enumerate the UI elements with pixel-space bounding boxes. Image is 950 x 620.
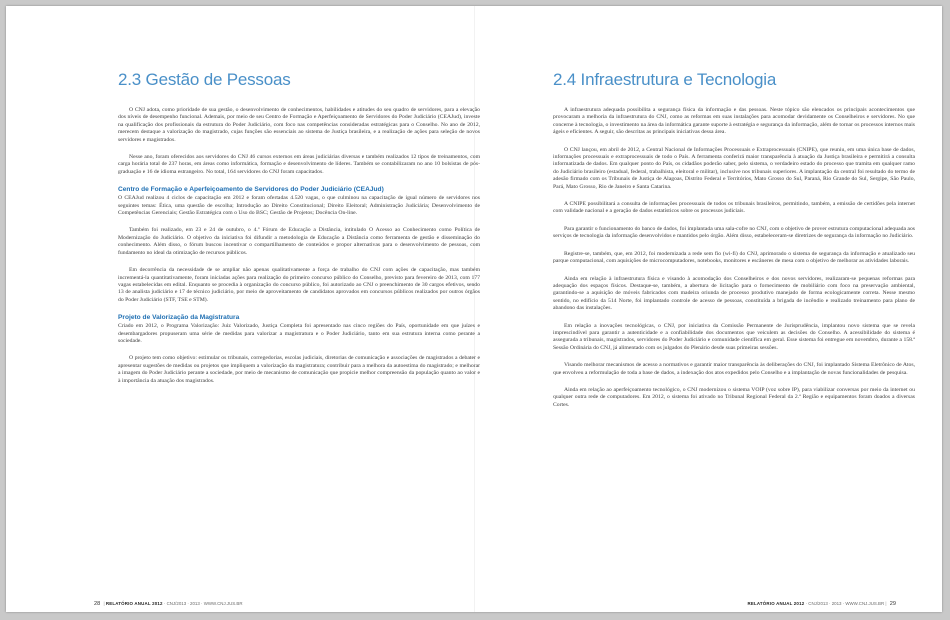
subheading-valorizacao-magistratura: Projeto de Valorização da Magistratura <box>118 314 240 322</box>
footer-separator: | <box>885 601 887 606</box>
paragraph: Nesse ano, foram oferecidos aos servidores do CNJ 46 cursos externos em áreas judiciárias diversas e também realizados 12 tipos de treinamentos, com carga horária total de 237 horas, em áreas como informática, formação e desenvolvimento de líderes. Também se contabilizaram no ano 10 bolsistas de pós-graduação e 16 de idioma estrangeiro. No total, 164 servidores do CNJ foram capacitados. <box>118 154 480 175</box>
section-title-infraestrutura-e-tecnologia: 2.4 Infraestrutura e Tecnologia <box>553 70 777 89</box>
paragraph: A infraestrutura adequada possibilita a segurança física da informação e das pessoas. Neste tópico são elencados os principais acontecimentos que provocaram a melhoria da infraestrutura do CNJ, como as reformas em suas instalações para acomodar devidamente os Conselheiros e servidores. No que concerne à tecnologia, o investimento na área da informática garante suporte à estratégia e segurança da informação, além de tornar os processos internos mais ágeis e eficientes. A seguir, são descritas as principais iniciativas dessa área. <box>553 107 915 136</box>
page-number: 29 <box>889 601 896 607</box>
report-name: RELATÓRIO ANUAL 2012 <box>747 601 805 606</box>
footer-meta: · CNJ/2013 · 2013 · WWW.CNJ.JUS.BR <box>163 601 243 606</box>
paragraph: Em relação a inovações tecnológicas, o CNJ, por iniciativa da Comissão Permanente de Jurisprudência, implantou novo sistema que se revela imprescindível para garantir a autenticidade e a confiabilidade dos documentos que veiculem as decisões do Conselho. A acessibilidade do sistema é assegurada a tribunais, magistrados, servidores do Poder Judiciário e comunidade científica em geral. Esse sistema foi entregue em novembro, durante a 158.ª Sessão Ordinária do CNJ, já alimentado com os julgados do Plenário desde suas primeiras sessões. <box>553 322 915 351</box>
paragraph: Em decorrência da necessidade de se ampliar não apenas qualitativamente a força de trabalho do CNJ com ações de capacitação, mas também incrementá-la quantitativamente, foram iniciadas ações para realização do primeiro concurso público do Conselho, previsto para fevereiro de 2013, com 177 vagas estabelecidas em edital. Enquanto se procedia à organização do concurso público, foi autorizado ao CNJ o preenchimento de 30 cargos efetivos, sendo 13 de analista judiciário e 17 de técnico judiciário, por meio de aproveitamento de candidatos aprovados em concursos públicos realizados por outros órgãos do Poder Judiciário (STF, TSE e STM). <box>118 267 480 303</box>
footer-meta: · CNJ/2013 · 2013 · WWW.CNJ.JUS.BR <box>805 601 885 606</box>
paragraph: Ainda em relação à infraestrutura física e visando à acomodação dos Conselheiros e dos novos servidores, realizaram-se pequenas reformas para adequação dos espaços físicos. Destaque-se, também, a abertura de licitação para o fornecimento de mobiliário com foco na preservação ambiental, garantindo-se a aquisição de móveis fabricados com madeira oriunda de processo produtivo manejado de forma ecologicamente correta. Nesse mesmo sentido, no edifício da 514 Norte, foi implantado controle de acesso de pessoas, constituída a brigada de incêndio e realizado treinamento para plano de abandono das instalações. <box>553 275 915 312</box>
left-column <box>118 69 480 395</box>
section-title-gestao-de-pessoas: 2.3 Gestão de Pessoas <box>118 70 291 89</box>
paragraph: O CNJ adota, como prioridade de sua gestão, o desenvolvimento de conhecimentos, habilidades e atitudes do seu quadro de servidores, para a elevação dos níveis de desempenho funcional. Ademais, por meio de seu Centro de Formação e Aperfeiçoamento de Servidores do Poder Judiciário (CEAJud), investe na qualificação dos profissionais da estrutura do Poder Judiciário, com foco nas competências consideradas estratégicas para o Conselho. No ano de 2012, merecem destaque a valorização do magistrado, cujas funções são essenciais ao sistema de Justiça brasileira, e a realização de ações para seleção de novos servidores e magistrados. <box>118 107 480 143</box>
paragraph: Para garantir o funcionamento do banco de dados, foi implantada uma sala-cofre no CNJ, com o objetivo de prover estrutura computacional adequada aos serviços de tecnologia da informação desenvolvidos e mantidos pelo órgão. Além disso, estabeleceram-se diretrizes de segurança da informação no Judiciário. <box>553 225 915 240</box>
left-page <box>6 6 480 612</box>
paragraph: O projeto tem como objetivo: estimular os tribunais, corregedorias, escolas judiciais, diretorias de comunicação e associações de magistrados a debater e apresentar sugestões de medidas ou projetos que impliquem a valorização da magistratura; contribuir para a melhora da autoestima do magistrado; e melhorar a imagem do Poder Judiciário perante a sociedade, por meio de mecanismo de comunicação que propicie melhor compreensão da população quanto ao valor e à importância da atuação dos magistrados. <box>118 355 480 384</box>
report-name: RELATÓRIO ANUAL 2012 <box>105 601 163 606</box>
right-column <box>553 69 915 419</box>
paragraph: O CNJ lançou, em abril de 2012, a Central Nacional de Informações Processuais e Extraprocessuais (CNIPE), que reuniu, em uma única base de dados, informações processuais e extraprocessuais de todo o País. A ferramenta conferirá maior transparência à atuação da Justiça brasileira e permitirá a consulta informatizada de dados. Em qualquer ponto do País, os cidadãos poderão saber, pelo sistema, o verdadeiro estado do processo que tramita em qualquer ramo do Judiciário brasileiro (estadual, federal, trabalhista, eleitoral e militar), inclusive nos tribunais superiores. A implantação da central foi resultado do termo de adesão firmado com os Tribunais de Justiça de Alagoas, Distrito Federal e Territórios, Mato Grosso do Sul, Paraná, Rio Grande do Sul, Sergipe, São Paulo, Pará, Mato Grosso, Rio de Janeiro e Santa Catarina. <box>553 146 915 190</box>
footer-separator: | <box>103 601 105 606</box>
right-page-footer <box>748 600 899 608</box>
paragraph: A CNIPE possibilitará a consulta de informações processuais de todos os tribunais brasileiros, permitindo, também, a emissão de certidões pela internet com validade nacional e a geração de dados estatísticos sobre os processos judiciais. <box>553 201 915 215</box>
paragraph: Também foi realizado, em 23 e 24 de outubro, o 4.º Fórum de Educação a Distância, intitulado O Acesso ao Conhecimento como Política de Modernização do Judiciário. O objetivo da iniciativa foi difundir a metodologia de Educação a Distância como ferramenta de gestão e disseminação do conhecimento. Além disso, o fórum buscou incentivar o compartilhamento de conteúdos e propor alternativas para o desenvolvimento de pessoas, com fundamento no ideal da otimização de recursos públicos. <box>118 227 480 256</box>
paragraph: O CEAJud realizou 4 ciclos de capacitação em 2012 e foram ofertadas 4.520 vagas, o que culminou na capacitação de igual número de servidores nos seguintes temas: Ética, uma questão de escolha; Introdução ao Direito Constitucional; Direito Eleitoral; Administração Judiciária; Desenvolvimento de Competências Gerenciais; Gestão Estratégica com o Uso do BSC; Gestão de Projetos; Docência On-line. <box>118 195 480 217</box>
right-page <box>474 6 942 612</box>
paragraph: Ainda em relação ao aperfeiçoamento tecnológico, o CNJ modernizou o sistema VOIP (voz sobre IP), para viabilizar conversas por meio da internet ou qualquer outra rede de computadores. Em 2012, o sistema foi ativado no Tribunal Regional Federal da 2.ª Região e equipamentos foram doados a diversas Cortes. <box>553 386 915 408</box>
paragraph: Criado em 2012, o Programa Valorização: Juiz Valorizado, Justiça Completa foi apresentado nas cinco regiões do País, oportunidade em que juízes e desembargadores propuseram uma série de medidas para valorizar a magistratura e o Poder Judiciário, tanto em sua estrutura interna como perante a sociedade. <box>118 323 480 344</box>
page-number: 28 <box>94 601 101 607</box>
subheading-ceajud: Centro de Formação e Aperfeiçoamento de Servidores do Poder Judiciário (CEAJud) <box>118 186 384 194</box>
document-spread <box>6 6 942 612</box>
paragraph: Visando melhorar mecanismos de acesso a normativos e garantir maior transparência às deliberações do CNJ, foi implantado Sistema Eletrônico de Atos, que envolveu a reformulação de toda a base de dados, a indexação dos atos expedidos pelo Conselho e a implantação de novas funcionalidades de pesquisa. <box>553 362 915 376</box>
paragraph: Registre-se, também, que, em 2012, foi modernizada a rede sem fio (wi-fi) do CNJ, aprimorado o sistema de segurança da informação e atualizado seu parque computacional, com aquisições de microcomputadores, notebooks, monitores e escâneres de mesa com o objetivo de melhorar as atividades laborais. <box>553 250 915 265</box>
left-page-footer <box>92 600 243 608</box>
